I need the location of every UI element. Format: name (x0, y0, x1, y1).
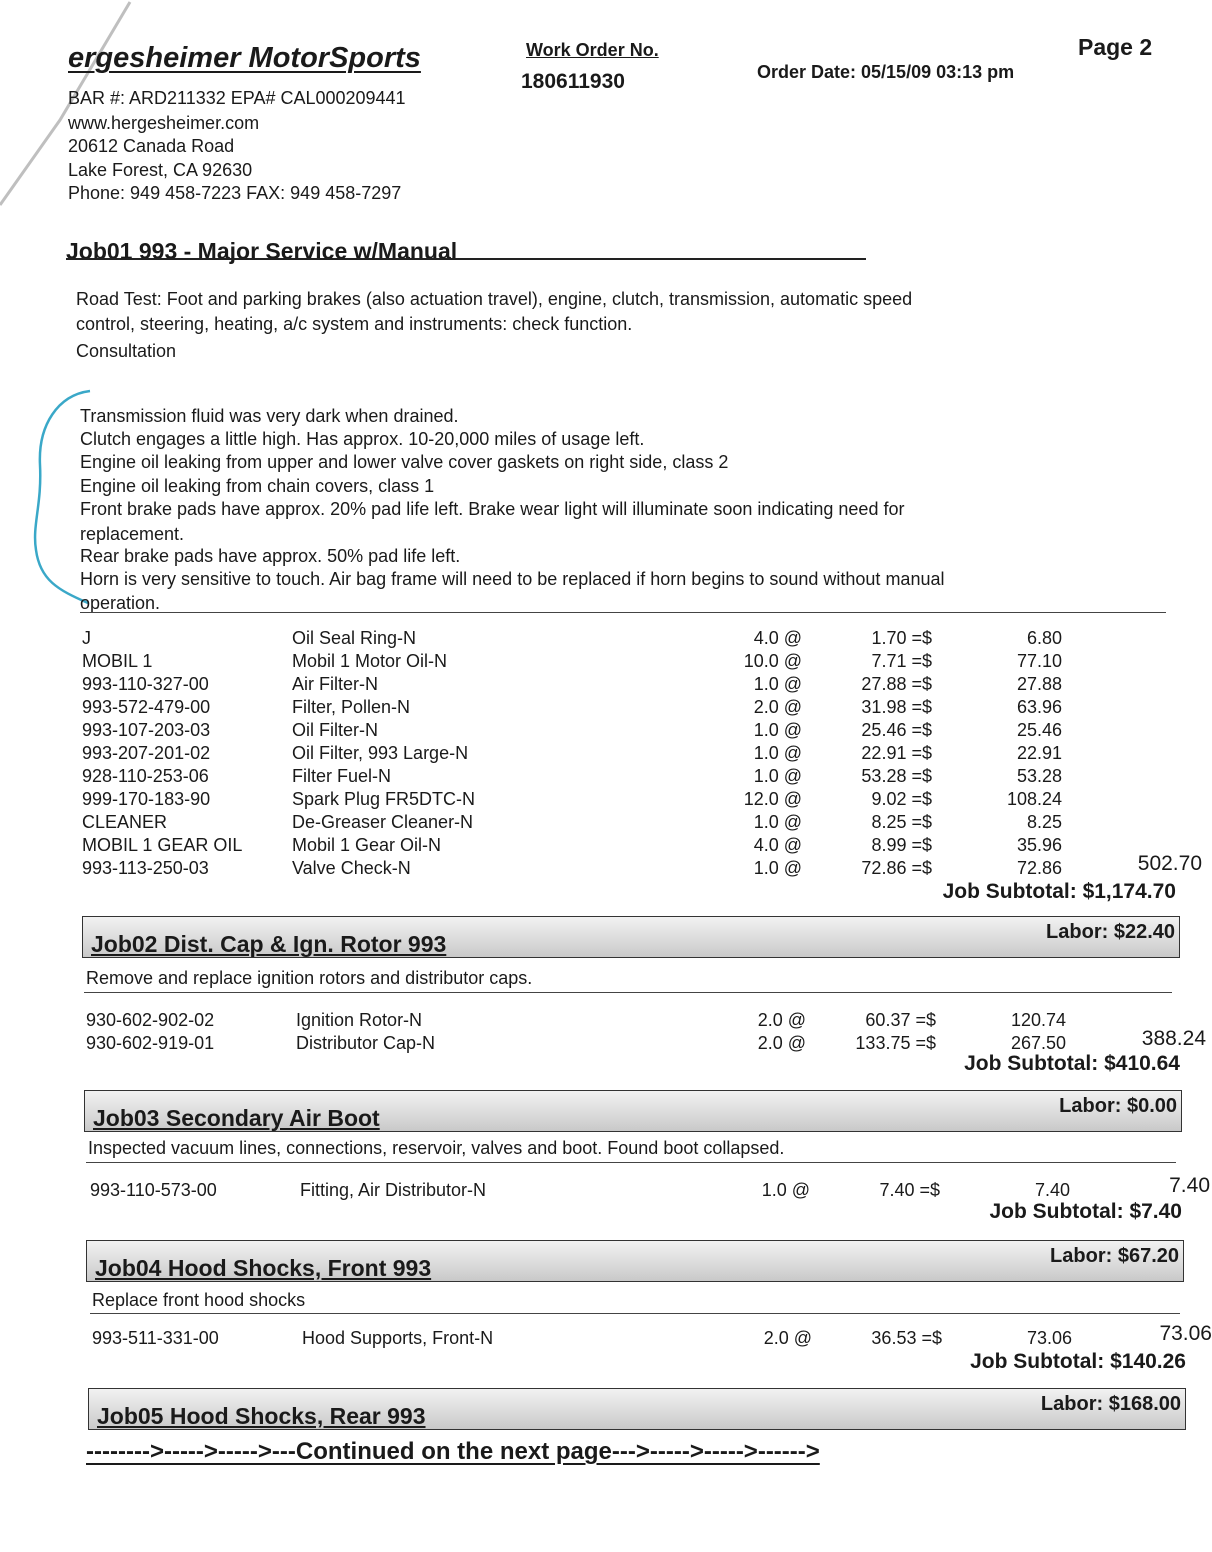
part-description: Valve Check-N (292, 858, 411, 878)
job03-header-band (84, 1090, 1182, 1132)
part-unit-price: 60.37 =$ (865, 1010, 936, 1030)
part-number: 993-110-573-00 (90, 1180, 217, 1200)
job02-subtotal: Job Subtotal: $410.64 (964, 1052, 1180, 1075)
part-number: 993-511-331-00 (92, 1328, 219, 1348)
job02-labor: Labor: $22.40 (1046, 921, 1175, 943)
part-description: Hood Supports, Front-N (302, 1328, 494, 1348)
job03-description: Inspected vacuum lines, connections, reservoir, valves and boot. Found boot collapsed. (88, 1138, 785, 1158)
part-unit-price: 7.40 =$ (879, 1180, 940, 1200)
part-extended-price: 63.96 (1016, 697, 1062, 717)
part-number: MOBIL 1 (82, 651, 153, 671)
part-unit-price: 31.98 =$ (861, 697, 932, 717)
job01-title-rule (66, 258, 866, 260)
part-description: Air Filter-N (292, 674, 378, 694)
part-row (82, 651, 1202, 674)
part-number: 930-602-902-02 (86, 1010, 215, 1030)
inspection-note: Horn is very sensitive to touch. Air bag frame will need to be replaced if horn begins to sound without manual (80, 569, 945, 589)
part-description: Spark Plug FR5DTC-N (292, 789, 476, 809)
road-test-line: Road Test: Foot and parking brakes (also actuation travel), engine, clutch, transmission, automatic speed (76, 289, 913, 309)
part-quantity: 1.0 @ (753, 766, 802, 786)
part-number: 993-572-479-00 (82, 697, 211, 717)
part-quantity: 4.0 @ (753, 835, 802, 855)
part-description: Filter, Pollen-N (292, 697, 411, 717)
part-extended-price: 25.46 (1016, 720, 1062, 740)
inspection-note: Rear brake pads have approx. 50% pad life left. (80, 546, 461, 566)
parts-total: 7.40 (1169, 1174, 1210, 1197)
part-row (92, 1322, 1212, 1351)
part-row (82, 697, 1202, 720)
job02-header-band (82, 916, 1180, 958)
part-extended-price: 53.28 (1016, 766, 1062, 786)
part-quantity: 1.0 @ (753, 858, 802, 878)
part-unit-price: 8.99 =$ (871, 835, 932, 855)
part-extended-price: 35.96 (1016, 835, 1062, 855)
address-line2: Lake Forest, CA 92630 (68, 160, 253, 180)
job04-subtotal: Job Subtotal: $140.26 (970, 1350, 1186, 1373)
part-number: 928-110-253-06 (82, 766, 209, 786)
parts-total: 388.24 (1141, 1027, 1206, 1050)
job05-title: Job05 Hood Shocks, Rear 993 (97, 1403, 426, 1429)
job03-labor: Labor: $0.00 (1059, 1095, 1177, 1117)
parts-total: 73.06 (1159, 1322, 1212, 1345)
part-quantity: 4.0 @ (753, 628, 802, 648)
part-row (82, 628, 1202, 651)
part-description: De-Greaser Cleaner-N (292, 812, 474, 832)
part-extended-price: 73.06 (1026, 1328, 1072, 1348)
inspection-note: operation. (80, 593, 161, 613)
inspection-note: Front brake pads have approx. 20% pad life left. Brake wear light will illuminate soon indicating need for (80, 499, 905, 519)
road-test-line: control, steering, heating, a/c system and instruments: check function. (76, 314, 633, 334)
part-extended-price: 267.50 (1010, 1033, 1066, 1053)
continued-notice: -------->----->----->---Continued on the next page--->----->----->------> (86, 1438, 820, 1465)
part-description: Mobil 1 Motor Oil-N (292, 651, 448, 671)
job05-header-band (88, 1388, 1186, 1430)
job04-title: Job04 Hood Shocks, Front 993 (95, 1255, 432, 1281)
part-row (82, 674, 1202, 697)
part-description: Mobil 1 Gear Oil-N (292, 835, 442, 855)
phone-fax: Phone: 949 458-7223 FAX: 949 458-7297 (68, 183, 402, 203)
part-quantity: 2.0 @ (763, 1328, 812, 1348)
part-description: Oil Seal Ring-N (292, 628, 417, 648)
part-extended-price: 22.91 (1016, 743, 1062, 763)
inspection-note: Engine oil leaking from upper and lower valve cover gaskets on right side, class 2 (80, 452, 729, 472)
part-unit-price: 72.86 =$ (861, 858, 932, 878)
work-order-label: Work Order No. (526, 40, 659, 60)
section-divider (84, 992, 1172, 993)
part-number: 999-170-183-90 (82, 789, 211, 809)
part-quantity: 1.0 @ (753, 812, 802, 832)
inspection-note: Engine oil leaking from chain covers, class 1 (80, 476, 435, 496)
part-extended-price: 6.80 (1026, 628, 1062, 648)
part-number: 993-207-201-02 (82, 743, 211, 763)
part-unit-price: 7.71 =$ (871, 651, 932, 671)
part-extended-price: 27.88 (1016, 674, 1062, 694)
part-unit-price: 22.91 =$ (861, 743, 932, 763)
part-unit-price: 133.75 =$ (855, 1033, 936, 1053)
part-quantity: 1.0 @ (753, 720, 802, 740)
job02-description: Remove and replace ignition rotors and distributor caps. (86, 968, 533, 988)
part-extended-price: 108.24 (1006, 789, 1062, 809)
part-quantity: 2.0 @ (757, 1033, 806, 1053)
section-divider (80, 612, 1166, 613)
part-row (86, 1010, 1206, 1033)
job01-parts-table (82, 628, 1202, 888)
part-extended-price: 77.10 (1016, 651, 1062, 671)
section-divider (86, 1162, 1176, 1163)
job03-subtotal: Job Subtotal: $7.40 (989, 1200, 1182, 1223)
address-line1: 20612 Canada Road (68, 136, 235, 156)
parts-total: 502.70 (1137, 852, 1202, 875)
part-unit-price: 8.25 =$ (871, 812, 932, 832)
part-number: 930-602-919-01 (86, 1033, 215, 1053)
part-number: 993-113-250-03 (82, 858, 209, 878)
part-number: 993-107-203-03 (82, 720, 211, 740)
part-row (82, 812, 1202, 835)
part-unit-price: 27.88 =$ (861, 674, 932, 694)
part-quantity: 10.0 @ (743, 651, 802, 671)
part-number: CLEANER (82, 812, 168, 832)
part-quantity: 2.0 @ (753, 697, 802, 717)
part-row (82, 766, 1202, 789)
part-extended-price: 120.74 (1010, 1010, 1066, 1030)
page-number: Page 2 (1078, 34, 1153, 60)
part-description: Oil Filter, 993 Large-N (292, 743, 469, 763)
part-quantity: 1.0 @ (753, 674, 802, 694)
work-order-number: 180611930 (521, 70, 625, 93)
part-quantity: 2.0 @ (757, 1010, 806, 1030)
part-row (82, 789, 1202, 812)
part-row (82, 720, 1202, 743)
company-name: ergesheimer MotorSports (68, 42, 421, 74)
inspection-note: replacement. (80, 524, 185, 544)
section-divider (90, 1313, 1180, 1314)
job01-title: Job01 993 - Major Service w/Manual (66, 238, 458, 264)
part-row (82, 743, 1202, 766)
job04-labor: Labor: $67.20 (1050, 1245, 1179, 1267)
part-unit-price: 53.28 =$ (861, 766, 932, 786)
part-quantity: 1.0 @ (761, 1180, 810, 1200)
part-unit-price: 1.70 =$ (871, 628, 932, 648)
part-unit-price: 9.02 =$ (871, 789, 932, 809)
job05-labor: Labor: $168.00 (1040, 1393, 1181, 1415)
job04-description: Replace front hood shocks (92, 1290, 306, 1310)
part-row (82, 835, 1202, 858)
part-quantity: 1.0 @ (753, 743, 802, 763)
part-number: 993-110-327-00 (82, 674, 209, 694)
job04-header-band (86, 1240, 1184, 1282)
bar-epa-line: BAR #: ARD211332 EPA# CAL000209441 (68, 88, 406, 108)
job02-title: Job02 Dist. Cap & Ign. Rotor 993 (91, 931, 447, 957)
part-quantity: 12.0 @ (743, 789, 802, 809)
website: www.hergesheimer.com (68, 113, 260, 133)
part-extended-price: 72.86 (1016, 858, 1062, 878)
part-description: Filter Fuel-N (292, 766, 392, 786)
part-number: MOBIL 1 GEAR OIL (82, 835, 243, 855)
part-extended-price: 7.40 (1034, 1180, 1070, 1200)
inspection-note: Clutch engages a little high. Has approx. 10-20,000 miles of usage left. (80, 429, 645, 449)
part-description: Oil Filter-N (292, 720, 378, 740)
part-extended-price: 8.25 (1026, 812, 1062, 832)
part-unit-price: 36.53 =$ (871, 1328, 942, 1348)
part-row (82, 852, 1202, 881)
consultation-line: Consultation (76, 341, 177, 361)
job03-title: Job03 Secondary Air Boot (93, 1105, 380, 1131)
part-unit-price: 25.46 =$ (861, 720, 932, 740)
job01-subtotal: Job Subtotal: $1,174.70 (942, 880, 1176, 903)
inspection-note: Transmission fluid was very dark when drained. (80, 406, 459, 426)
part-description: Ignition Rotor-N (296, 1010, 423, 1030)
part-number: J (82, 628, 91, 648)
order-date: Order Date: 05/15/09 03:13 pm (757, 62, 1015, 82)
part-description: Distributor Cap-N (296, 1033, 436, 1053)
part-description: Fitting, Air Distributor-N (300, 1180, 487, 1200)
